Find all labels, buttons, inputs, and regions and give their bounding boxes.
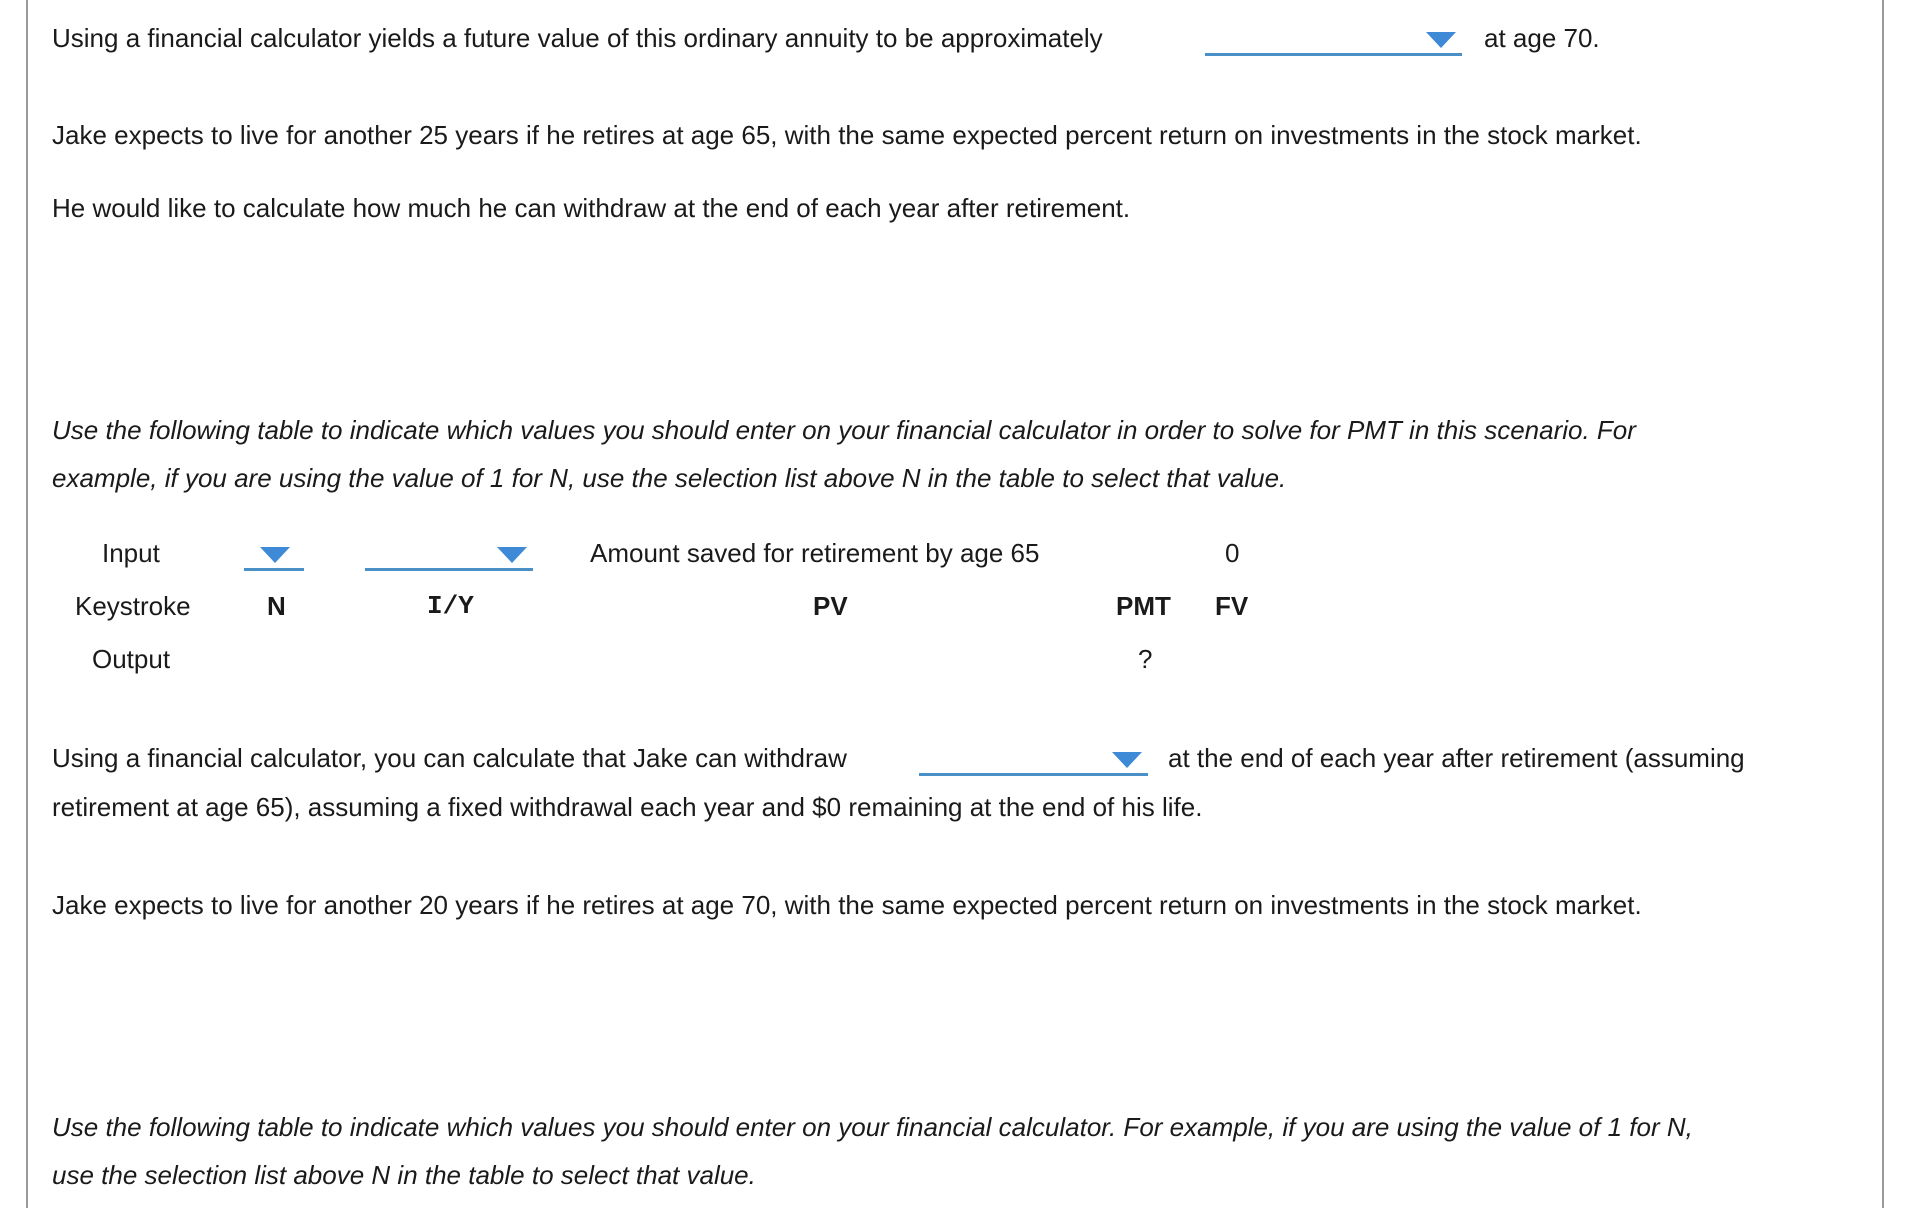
instruction-text-line2: example, if you are using the value of 1 for N, use the selection list above N in the table to select that value.: [52, 463, 1287, 493]
chevron-down-icon: [1112, 752, 1142, 768]
fv-sentence-text: Using a financial calculator yields a future value of this ordinary annuity to be approximately: [52, 23, 1103, 53]
row-label-input: Input: [102, 538, 160, 568]
keystroke-pmt: PMT: [1116, 591, 1171, 621]
chevron-down-icon: [1426, 32, 1456, 48]
instruction-text-2-line1: Use the following table to indicate which values you should enter on your financial calculator. For example, if you are using the value of 1 for N,: [52, 1112, 1693, 1142]
keystroke-pv: PV: [813, 591, 848, 621]
withdraw-goal-text: He would like to calculate how much he can withdraw at the end of each year after retirement.: [52, 193, 1131, 223]
instruction-text-line1: Use the following table to indicate which values you should enter on your financial calculator in order to solve for PMT in this scenario. For: [52, 415, 1636, 445]
withdraw-sentence-text: Using a financial calculator, you can calculate that Jake can withdraw: [52, 743, 847, 773]
row-label-output: Output: [92, 644, 171, 674]
chevron-down-icon: [260, 547, 290, 563]
withdraw-answer-dropdown[interactable]: [919, 746, 1148, 776]
keystroke-n: N: [267, 591, 286, 621]
withdraw-sentence-suffix: at the end of each year after retirement (assuming: [1168, 743, 1745, 773]
pmt-output-value: ?: [1138, 644, 1153, 674]
fv-input-value: 0: [1225, 538, 1240, 568]
fv-answer-dropdown[interactable]: [1205, 26, 1462, 56]
pv-input-text: Amount saved for retirement by age 65: [590, 538, 1040, 568]
n-input-dropdown[interactable]: [244, 541, 304, 571]
chevron-down-icon: [497, 547, 527, 563]
keystroke-fv: FV: [1215, 591, 1249, 621]
instruction-text-2-line2: use the selection list above N in the table to select that value.: [52, 1160, 756, 1190]
row-label-keystroke: Keystroke: [75, 591, 191, 621]
question-panel: [26, 0, 1884, 1208]
keystroke-iy: I/Y: [427, 591, 474, 621]
fv-sentence-suffix: at age 70.: [1484, 23, 1600, 53]
scenario-65-text: Jake expects to live for another 25 years if he retires at age 65, with the same expected percent return on investments in the stock market.: [52, 120, 1642, 150]
scenario-70-text: Jake expects to live for another 20 years if he retires at age 70, with the same expected percent return on investments in the stock market.: [52, 890, 1642, 920]
iy-input-dropdown[interactable]: [365, 541, 533, 571]
withdraw-sentence-line2: retirement at age 65), assuming a fixed withdrawal each year and $0 remaining at the end of his life.: [52, 792, 1203, 822]
